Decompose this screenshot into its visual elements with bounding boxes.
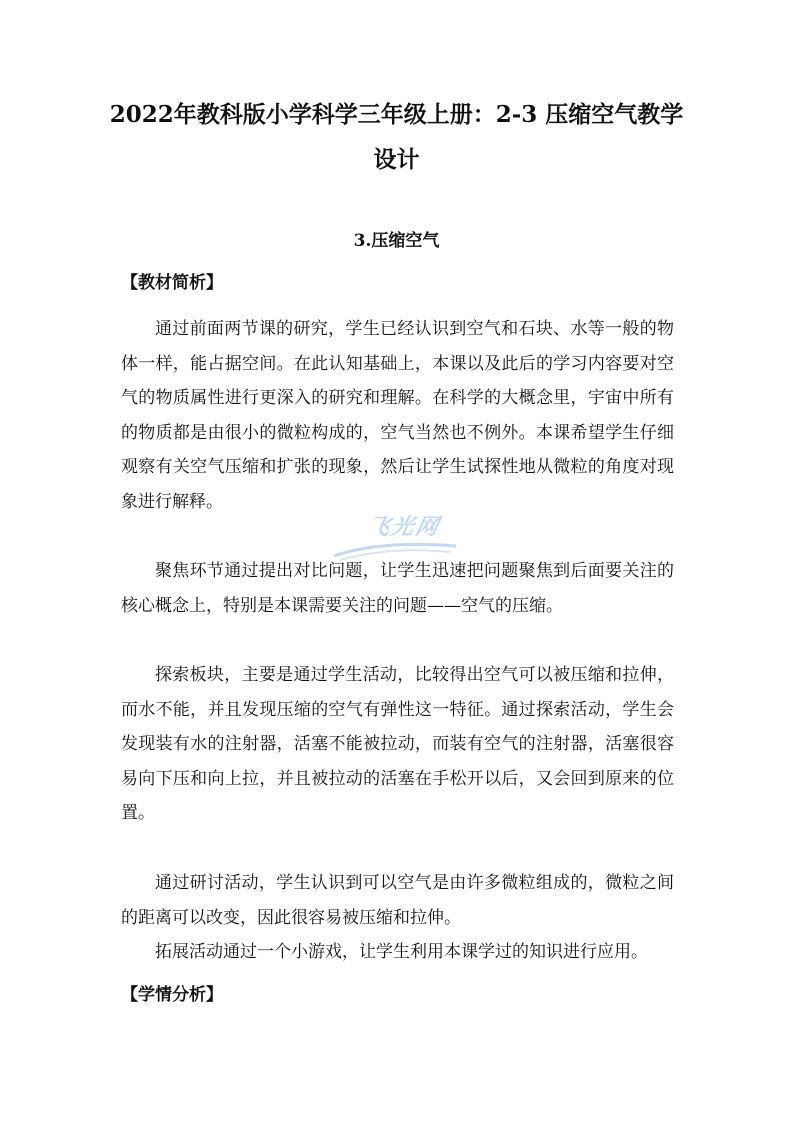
watermark-logo: 飞光网 bbox=[364, 515, 443, 540]
paragraph-1: 通过前面两节课的研究，学生已经认识到空气和石块、水等一般的物体一样，能占据空间。在此认知基础上，本课以及此后的学习内容要对空气的物质属性进行更深入的研究和理解。在科学的大概念里，宇宙中所有的物质都是由很小的微粒构成的，空气当然也不例外。本课希望学生仔细观察有关空气压缩和扩张的现象，然后让学生试探性地从微粒的角度对现象进行解释。 bbox=[121, 319, 674, 512]
document-title: 2022年教科版小学科学三年级上册：2-3 压缩空气教学设计 bbox=[109, 101, 684, 173]
paragraph-2: 聚焦环节通过提出对比问题，让学生迅速把问题聚焦到后面要关注的核心概念上，特别是本课需要关注的问题——空气的压缩。 bbox=[121, 561, 674, 616]
paragraph-5: 拓展活动通过一个小游戏，让学生利用本课学过的知识进行应用。 bbox=[155, 942, 648, 962]
paragraph-4: 通过研讨活动，学生认识到可以空气是由许多微粒组成的，微粒之间的距离可以改变，因此很容易被压缩和拉伸。 bbox=[121, 873, 674, 928]
section-heading-student-analysis: 【学情分析】 bbox=[121, 985, 223, 1005]
paragraph-3: 探索板块，主要是通过学生活动，比较得出空气可以被压缩和拉伸，而水不能，并且发现压缩的空气有弹性这一特征。通过探索活动，学生会发现装有水的注射器，活塞不能被拉动，而装有空气的注射器，活塞很容易向下压和向上拉，并且被拉动的活塞在手松开以后，又会回到原来的位置。 bbox=[121, 665, 674, 823]
section-heading-textbook-analysis: 【教材简析】 bbox=[121, 273, 223, 293]
lesson-heading: 3.压缩空气 bbox=[353, 231, 440, 251]
